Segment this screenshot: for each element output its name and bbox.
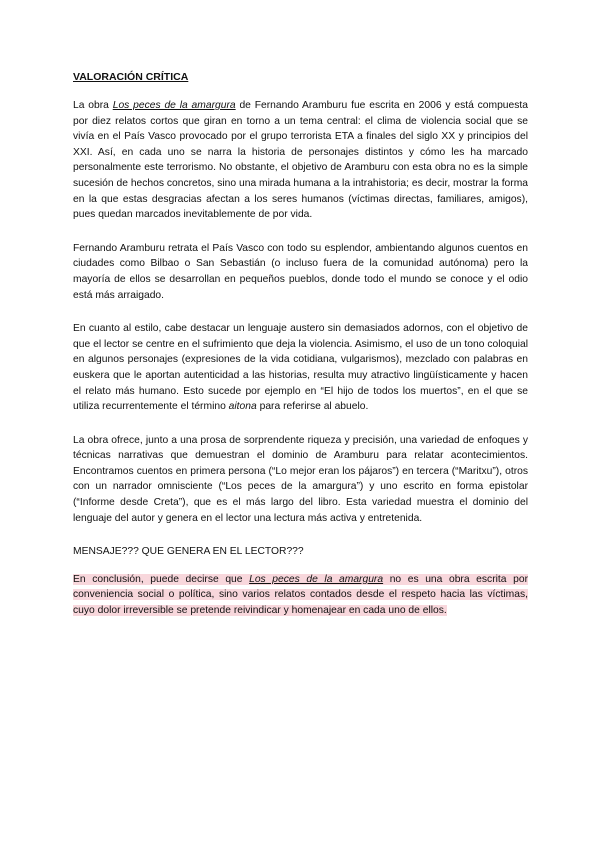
section-heading: VALORACIÓN CRÍTICA (73, 71, 189, 83)
paragraph-intro (73, 98, 528, 223)
book-title-link[interactable]: Los peces de la amargura (112, 100, 236, 111)
paragraph-style (73, 321, 528, 415)
paragraph-conclusion-start: En conclusión, puede decirse que (73, 573, 250, 585)
paragraph-conclusion-rest: no es una obra escrita por conveniencia social o política, sino varios relatos contados desde el respeto hacia las víctimas, cuyo dolor irreversible se pretende reivindicar y homenajear en cada uno de ellos. (73, 573, 528, 617)
paragraph-conclusion (73, 572, 528, 619)
paragraph-intro-start: La obra (73, 100, 113, 111)
book-title-link-conclusion[interactable]: Los peces de la amargura (249, 573, 384, 585)
euskera-term: aitona (228, 401, 257, 413)
paragraph-style-rest: para referirse al abuelo. (256, 401, 369, 413)
paragraph-intro-rest: de Fernando Aramburu fue escrita en 2006 y está compuesta por diez relatos cortos que giran en torno a un tema central: el clima de violencia social que se vivía en el País Vasco provocado por el grupo terrorista ETA a finales del siglo XX y principios del XXI. Así, en cada uno se narra la historia de personajes distintos y cómo les ha marcado personalmente este terrorismo. No obstante, el objetivo de Aramburu con esta obra no es la simple sucesión de hechos concretos, sino una mirada humana a la intrahistoria; es decir, mostrar la forma en la que estas desgracias afectan a los seres humanos (víctimas directas, familiares, amigos), pues quedan marcados inevitablemente de por vida. (73, 100, 529, 221)
paragraph-techniques: La obra ofrece, junto a una prosa de sorprendente riqueza y precisión, una variedad de enfoques y técnicas narrativas que demuestran el dominio de Aramburu para relatar acontecimientos. Encontramos cuentos en primera persona (“Lo mejor eran los pájaros”) en tercera (“Maritxu”), otros con un narrador omnisciente (“Los peces de la amargura”) y uno escrito en forma epistolar (“Informe desde Creta”), que es el más largo del libro. Esta variedad muestra el dominio del lenguaje del autor y genera en el lector una lectura más activa y entretenida. (73, 434, 528, 524)
note-message-question: MENSAJE??? QUE GENERA EN EL LECTOR??? (73, 546, 304, 558)
highlighted-conclusion[interactable] (73, 574, 528, 616)
paragraph-setting: Fernando Aramburu retrata el País Vasco con todo su esplendor, ambientando algunos cuentos en ciudades como Bilbao o San Sebastián (o incluso fuera de la comunidad autónoma) pero la mayoría de ellos se desarrollan en pequeños pueblos, donde todo el mundo se conoce y el odio está más arraigado. (73, 242, 528, 301)
paragraph-style-start: En cuanto al estilo, cabe destacar un lenguaje austero sin demasiados adornos, con el objetivo de que el lector se centre en el sufrimiento que deja la violencia. Asimismo, el uso de un tono coloquial en algunos personajes (expresiones de la vida cotidiana, vulgarismos), mezclado con palabras en euskera que le aportan autenticidad a las historias, resulta muy atractivo lingüísticamente y hacen el relato más humano. Esto sucede por ejemplo en “El hijo de todos los muertos”, en el que se utiliza recurrentemente el término (73, 323, 528, 413)
